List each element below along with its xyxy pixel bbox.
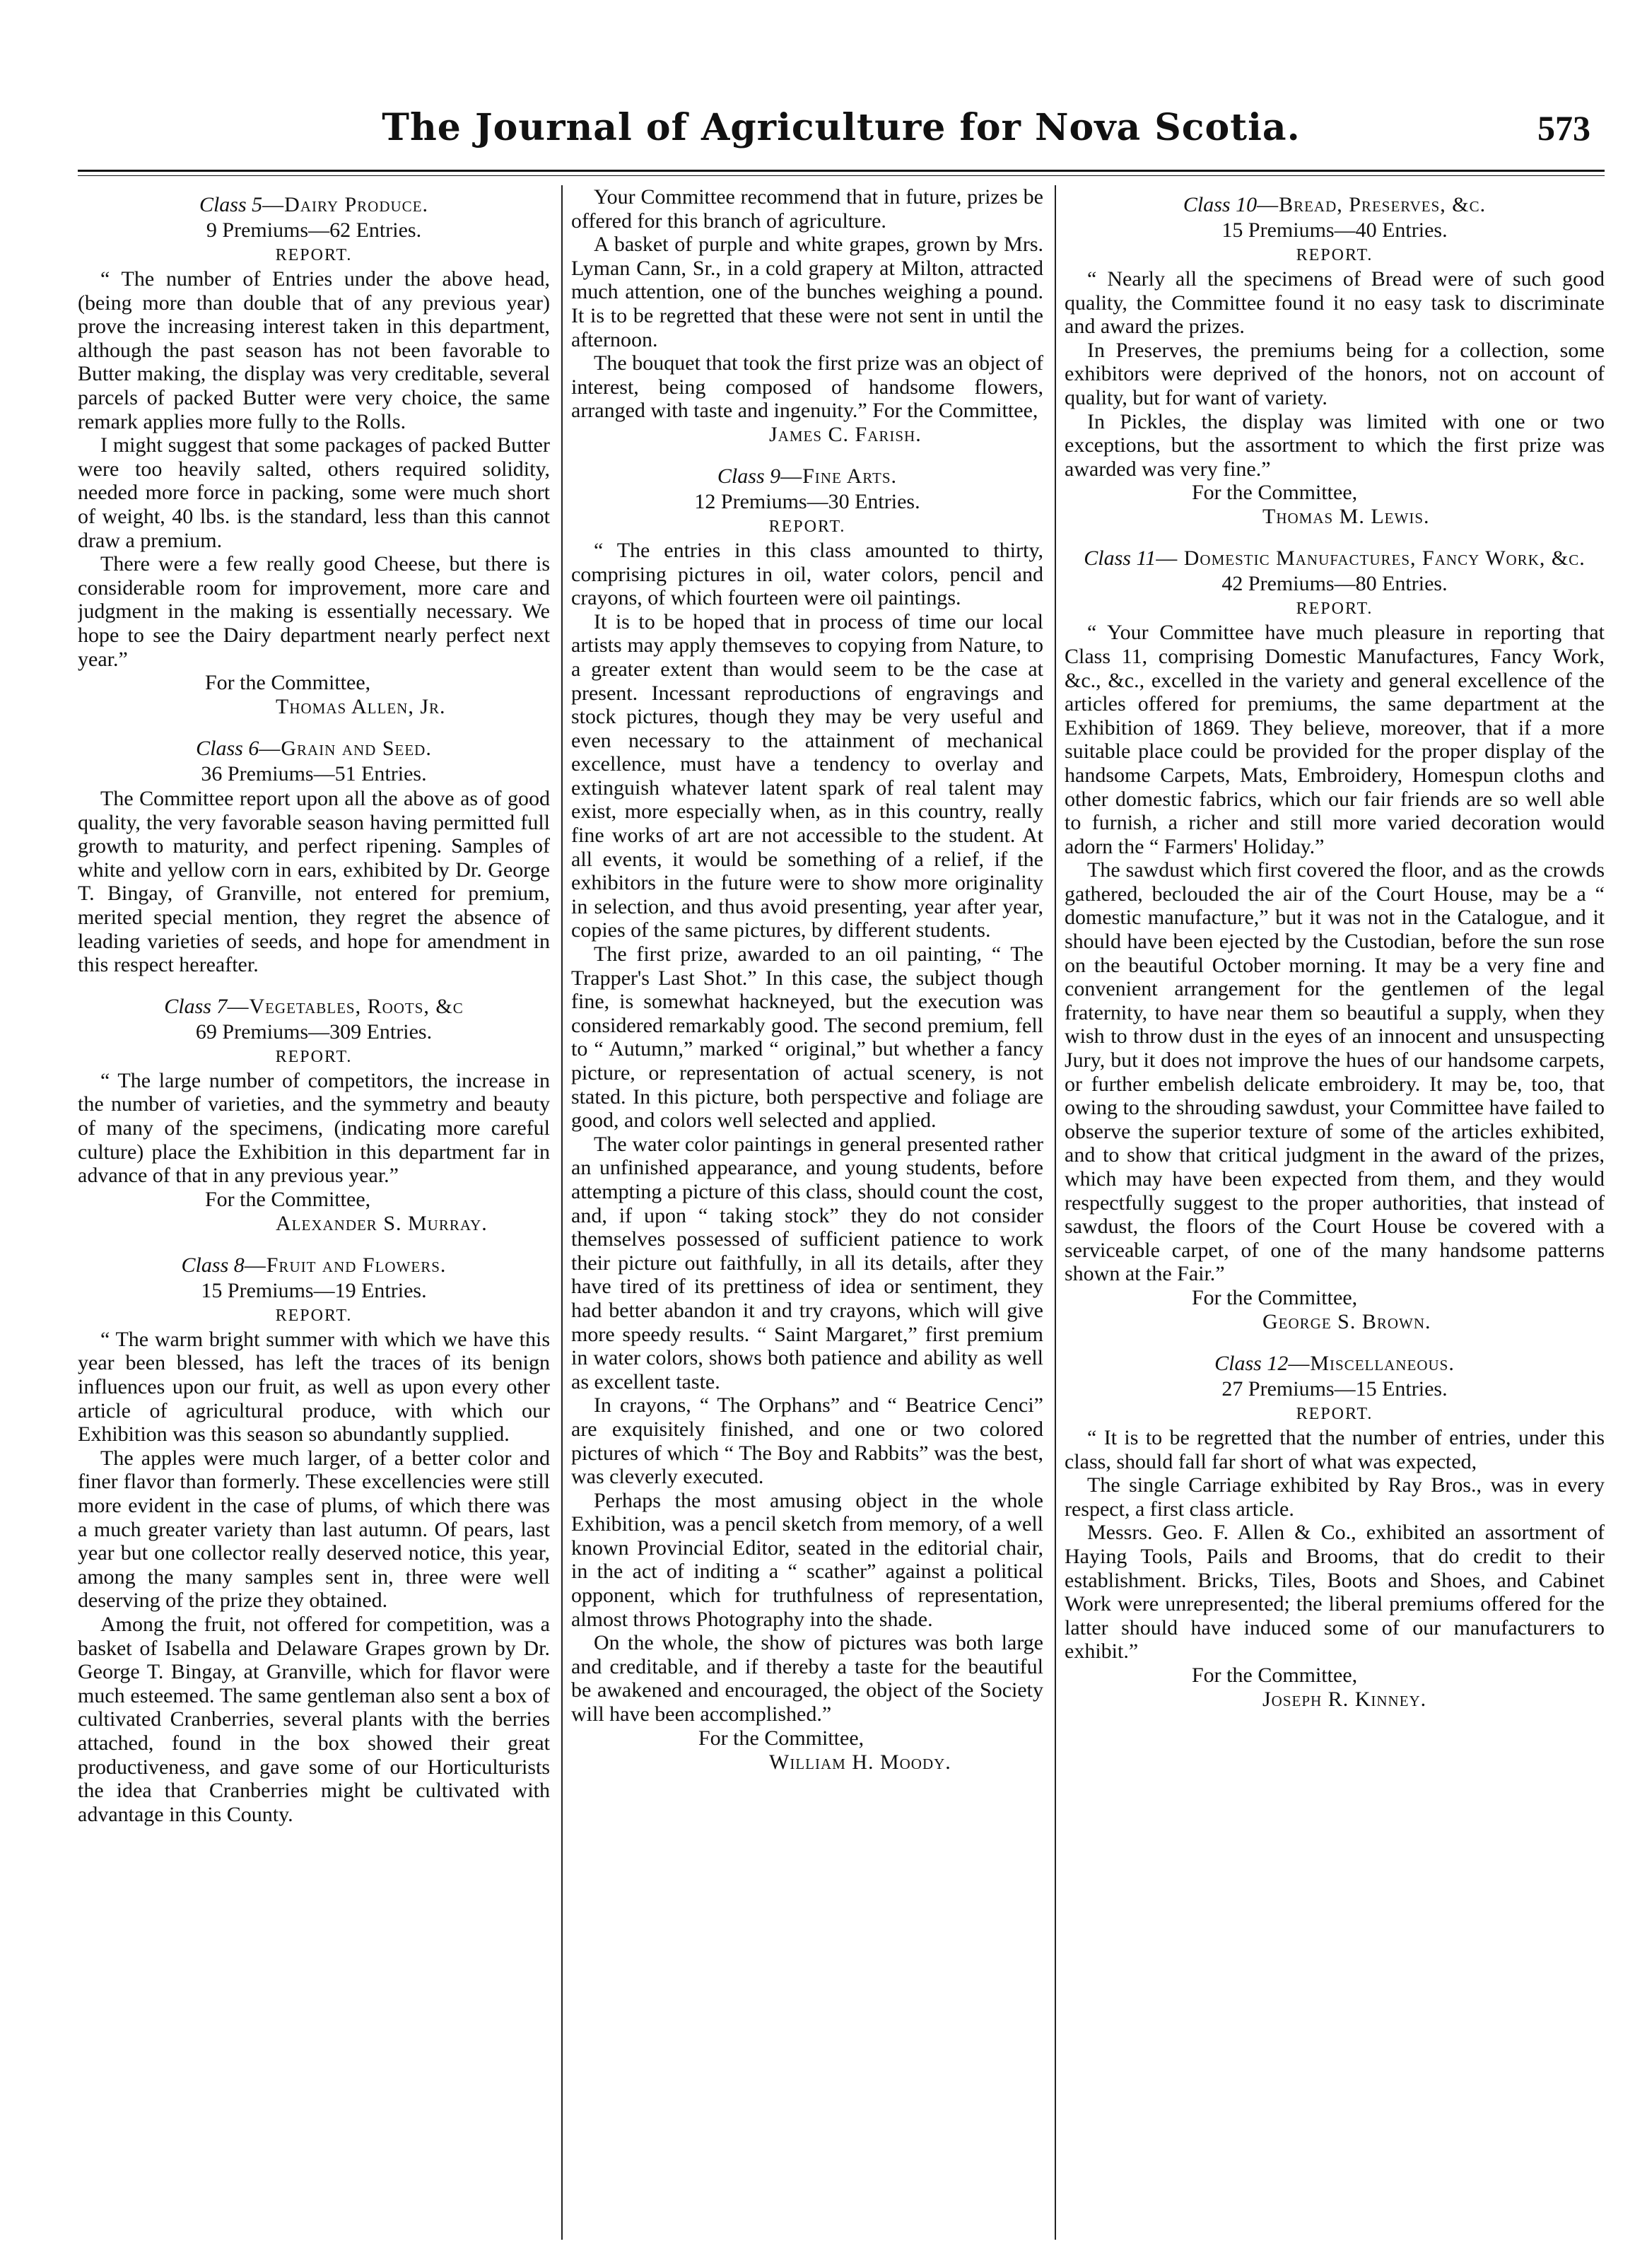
- section-spacer: [571, 447, 1043, 457]
- class-name: —Miscellaneous.: [1288, 1351, 1455, 1375]
- report-section: [78, 736, 550, 987]
- header-rule-thin: [78, 175, 1605, 176]
- column-divider: [561, 185, 563, 2240]
- paragraph: “ It is to be regretted that the number of entries, under this class, should fall far short of what was expected,: [1065, 1425, 1605, 1473]
- class-heading: [78, 1253, 550, 1278]
- class-label: Class 5: [199, 193, 263, 216]
- class-label: Class 6: [196, 737, 259, 761]
- paragraph: Perhaps the most amusing object in the whole Exhibition, was a pencil sketch from memory, of a well known Provincial Editor, seated in the editorial chair, in the act of inditing a “ scather” against a political opponent, which for truthfulness of representation, almost throws Photography into the shade.: [571, 1488, 1043, 1631]
- paragraph: A basket of purple and white grapes, grown by Mrs. Lyman Cann, Sr., in a cold grapery at Milton, attracted much attention, one of the bunches weighing a pound. It is to be regretted that these were not sent in until the afternoon.: [571, 233, 1043, 351]
- paragraph: “ The large number of competitors, the increase in the number of varieties, and the symmetry and beauty of many of the specimens, (indicating more careful culture) place the Exhibition in this department far in advance of that in any previous year.”: [78, 1068, 550, 1188]
- section-spacer: [571, 1775, 1043, 1784]
- class-name: —Fruit and Flowers.: [244, 1253, 447, 1277]
- premiums-entries: 15 Premiums—19 Entries.: [201, 1278, 427, 1302]
- report-heading: REPORT.: [1296, 1404, 1373, 1423]
- signature-intro: For the Committee,: [1192, 1663, 1358, 1687]
- paragraph: “ The number of Entries under the above head, (being more than double that of any previous year) prove the increasing interest taken in this department, although the past season has not been favorable to Butter making, the display was very creditable, several parcels of packed Butter were very choice, the same remark applies more fully to the Rolls.: [78, 267, 550, 433]
- class-name: —Dairy Produce.: [262, 193, 429, 216]
- signature-name: Thomas M. Lewis.: [1262, 505, 1430, 529]
- paragraph: In crayons, “ The Orphans” and “ Beatrice Cenci” are exquisitely finished, and one or two colored pictures of which “ The Boy and Rabbits” was the best, was cleverly executed.: [571, 1393, 1043, 1489]
- column-1: [78, 185, 550, 2240]
- premiums-entries: 42 Premiums—80 Entries.: [1221, 572, 1448, 596]
- signature-name: James C. Farish.: [769, 422, 922, 446]
- paragraph: “ Nearly all the specimens of Bread were of such good quality, the Committee found it no easy task to discriminate and award the prizes.: [1065, 267, 1605, 339]
- page-number: 573: [1537, 108, 1590, 148]
- paragraph: It is to be hoped that in process of time our local artists may apply themseves to copying from Nature, to a greater extent than would seem to be the case at present. Incessant reproductions of engravings and stock pictures, though they may be very useful and even necessary to the attainment of mechanical excellence, must have a tendency to overlay and extinguish whatever latent spark of real talent may exist, more especially when, as in this country, really fine works of art are not accessible to the student. At all events, it would be something of a relief, if the exhibitors in the future were to show more originality in selection, and thus avoid presenting, year after year, copies of the same pictures, by different students.: [571, 609, 1043, 942]
- paragraph: Among the fruit, not offered for competition, was a basket of Isabella and Delaware Grapes grown by Dr. George T. Bingay, at Granville, which for flavor were much esteemed. The same gentleman also sent a box of cultivated Cranberries, several plants with the berries attached, found in the box showed their great productiveness, and gave some of our Horticulturists the idea that Cranberries might be cultivated with advantage in this County.: [78, 1612, 550, 1826]
- paragraph: “ Your Committee have much pleasure in reporting that Class 11, comprising Domestic Manufactures, Fancy Work, &c., &c., excelled in the variety and general excellence of the articles offered for premiums, the same department at the Exhibition of 1869. They believe, moreover, that if a more suitable place could be provided for the proper display of the handsome Carpets, Mats, Embroidery, Homespun cloths and other domestic fabrics, which our fair friends are so well able to furnish, a richer and still more varied decoration would adorn the “ Farmers' Holiday.”: [1065, 621, 1605, 858]
- paragraph: “ The warm bright summer with which we have this year been blessed, has left the traces of its benign influences upon our fruit, as well as upon every other article of agricultural produce, with which our Exhibition was this season so abundantly supplied.: [78, 1327, 550, 1446]
- class-name: —Grain and Seed.: [259, 737, 432, 761]
- report-heading: REPORT.: [275, 1306, 353, 1325]
- premiums-entries: 69 Premiums—309 Entries.: [195, 1019, 433, 1044]
- signature-name: Alexander S. Murray.: [276, 1211, 488, 1235]
- report-section: [78, 994, 550, 1246]
- class-label: Class 11: [1084, 546, 1156, 571]
- report-heading: REPORT.: [1296, 246, 1373, 264]
- report-section: [1065, 192, 1605, 539]
- paragraph: The water color paintings in general presented rather an unfinished appearance, and young students, before attempting a picture of this class, should count the cost, and, if upon “ taking stock” they do not consider themselves possessed of sufficient patience to work their picture out faithfully, in all its details, after they have tired of its prettiness of idea or sentiment, they had better abandon it and try crayons, which will give more speedy results. “ Saint Margaret,” first premium in water colors, shows both patience and ability as well as excellent taste.: [571, 1132, 1043, 1393]
- paragraph: There were a few really good Cheese, but there is considerable room for improvement, more care and judgment in the making is essentially necessary. We hope to see the Dairy department nearly perfect next year.”: [78, 552, 550, 671]
- signature-name: Thomas Allen, Jr.: [276, 695, 446, 719]
- paragraph: “ The entries in this class amounted to thirty, comprising pictures in oil, water colors, pencil and crayons, of which fourteen were oil paintings.: [571, 538, 1043, 610]
- report-heading: REPORT.: [275, 246, 353, 264]
- paragraph: In Preserves, the premiums being for a collection, some exhibitors were deprived of the honors, not on account of quality, but for want of variety.: [1065, 338, 1605, 409]
- journal-title: The Journal of Agriculture for Nova Scotia.: [382, 106, 1301, 149]
- page-header: [78, 106, 1605, 163]
- signature-name: George S. Brown.: [1262, 1309, 1431, 1333]
- class-name: —Vegetables, Roots, &c: [227, 994, 464, 1018]
- section-spacer: [1065, 1334, 1605, 1344]
- signature-name: Joseph R. Kinney.: [1262, 1687, 1427, 1711]
- paragraph: In Pickles, the display was limited with one or two exceptions, but the assortment to which the first prize was awarded was very fine.”: [1065, 409, 1605, 481]
- class-heading: [571, 464, 1043, 489]
- premiums-entries: 12 Premiums—30 Entries.: [694, 489, 920, 513]
- column-3: [1065, 185, 1605, 2240]
- column-2: [571, 185, 1043, 2240]
- report-section: [78, 1253, 550, 1836]
- signature-intro: For the Committee,: [698, 1726, 864, 1750]
- class-heading: [78, 994, 550, 1019]
- paragraph: The bouquet that took the first prize was an object of interest, being composed of handsome flowers, arranged with taste and ingenuity.” For the Committee,: [571, 351, 1043, 423]
- class-heading: [1065, 1351, 1605, 1376]
- class-heading: [1065, 192, 1605, 218]
- report-heading: REPORT.: [1296, 600, 1373, 619]
- signature-intro: For the Committee,: [1192, 1285, 1358, 1309]
- paragraph: The sawdust which first covered the floor, and as the crowds gathered, beclouded the air of the Court House, may be a “ domestic manufacture,” but it was not in the Catalogue, and it should have been ejected by the Custodian, before the sun rose on the beautiful October morning. It may be a very fine and convenient arrangement for the gentlemen of the legal fraternity, to have near them so beautiful a supply, when they wish to throw dust in the eyes of an innocent and unsuspecting Jury, but it does not improve the hues of our handsome carpets, or further embelish delicate embroidery. It may be, too, that owing to the shrouding sawdust, your Committee have failed to observe the superior texture of some of the articles exhibited, and to show that critical judgment in the award of the prizes, which may have been expected from them, and they would respectfully suggest to the proper authorities, that instead of sawdust, the floors of the Court House be covered with a serviceable carpet, of one of the many handsome patterns shown at the Fair.”: [1065, 858, 1605, 1286]
- class-name: —Bread, Preserves, &c.: [1257, 193, 1487, 216]
- signature-intro: For the Committee,: [205, 671, 371, 695]
- report-section: [78, 192, 550, 729]
- report-heading: REPORT.: [275, 1047, 353, 1066]
- premiums-entries: 27 Premiums—15 Entries.: [1221, 1376, 1448, 1401]
- paragraph: I might suggest that some packages of packed Butter were too heavily salted, others required solidity, needed more force in packing, some were much short of weight, 40 lbs. is the standard, less than this cannot draw a premium.: [78, 433, 550, 552]
- section-spacer: [78, 1826, 550, 1836]
- paragraph: Your Committee recommend that in future, prizes be offered for this branch of agriculture.: [571, 185, 1043, 233]
- paragraph: The first prize, awarded to an oil painting, “ The Trapper's Last Shot.” In this case, the subject though fine, is somewhat hackneyed, but the execution was considered remarkably good. The second premium, fell to “ Autumn,” marked “ original,” but whether a fancy picture, or representation of actual scenery, is not stated. In this picture, both perspective and foliage are good, and colors well selected and applied.: [571, 942, 1043, 1133]
- header-rule: [78, 170, 1605, 172]
- signature-name: William H. Moody.: [769, 1750, 951, 1774]
- report-section: [1065, 1351, 1605, 1722]
- section-spacer: [1065, 1712, 1605, 1722]
- premiums-entries: 15 Premiums—40 Entries.: [1221, 218, 1448, 242]
- section-spacer: [1065, 529, 1605, 539]
- class-heading: [78, 192, 550, 218]
- premiums-entries: 36 Premiums—51 Entries.: [201, 762, 427, 786]
- section-spacer: [78, 977, 550, 987]
- paragraph: The Committee report upon all the above as of good quality, the very favorable season having permitted full growth to maturity, and perfect ripening. Samples of white and yellow corn in ears, exhibited by Dr. George T. Bingay, of Granville, not entered for premium, merited special mention, they regret the absence of leading varieties of seeds, and hope for amendment in this respect hereafter.: [78, 787, 550, 977]
- report-section: [571, 185, 1043, 457]
- section-spacer: [78, 719, 550, 729]
- report-section: [1065, 546, 1605, 1344]
- class-label: Class 12: [1214, 1351, 1289, 1375]
- class-label: Class 9: [717, 464, 781, 488]
- paragraph: Messrs. Geo. F. Allen & Co., exhibited an assortment of Haying Tools, Pails and Brooms, that do credit to their establishment. Bricks, Tiles, Boots and Shoes, and Cabinet Work were unrepresented; the liberal premiums offered for the latter should have induced some of our manufacturers to exhibit.”: [1065, 1521, 1605, 1664]
- class-name: — Domestic Manufactures, Fancy Work, &c.: [1156, 546, 1586, 571]
- class-heading: [78, 736, 550, 761]
- section-spacer: [78, 1236, 550, 1246]
- class-label: Class 8: [181, 1253, 245, 1277]
- paragraph: On the whole, the show of pictures was both large and creditable, and if thereby a taste for the beautiful be awakened and encouraged, the object of the Society will have been accomplished.”: [571, 1631, 1043, 1726]
- class-name: —Fine Arts.: [780, 464, 898, 488]
- class-label: Class 10: [1183, 193, 1258, 216]
- article-columns: [78, 185, 1605, 2240]
- column-divider: [1055, 185, 1056, 2240]
- signature-intro: For the Committee,: [205, 1187, 371, 1211]
- report-heading: REPORT.: [768, 517, 846, 536]
- class-heading: [1065, 546, 1605, 571]
- signature-intro: For the Committee,: [1192, 481, 1358, 505]
- premiums-entries: 9 Premiums—62 Entries.: [206, 218, 422, 242]
- report-section: [571, 464, 1043, 1784]
- paragraph: The single Carriage exhibited by Ray Bros., was in every respect, a first class article.: [1065, 1473, 1605, 1521]
- class-label: Class 7: [164, 994, 228, 1018]
- paragraph: The apples were much larger, of a better color and finer flavor than formerly. These excellencies were still more evident in the case of plums, of which there was a much greater variety than last autumn. Of pears, last year but one collector really deserved notice, this year, among the many samples sent in, three were well deserving of the prize they obtained.: [78, 1446, 550, 1613]
